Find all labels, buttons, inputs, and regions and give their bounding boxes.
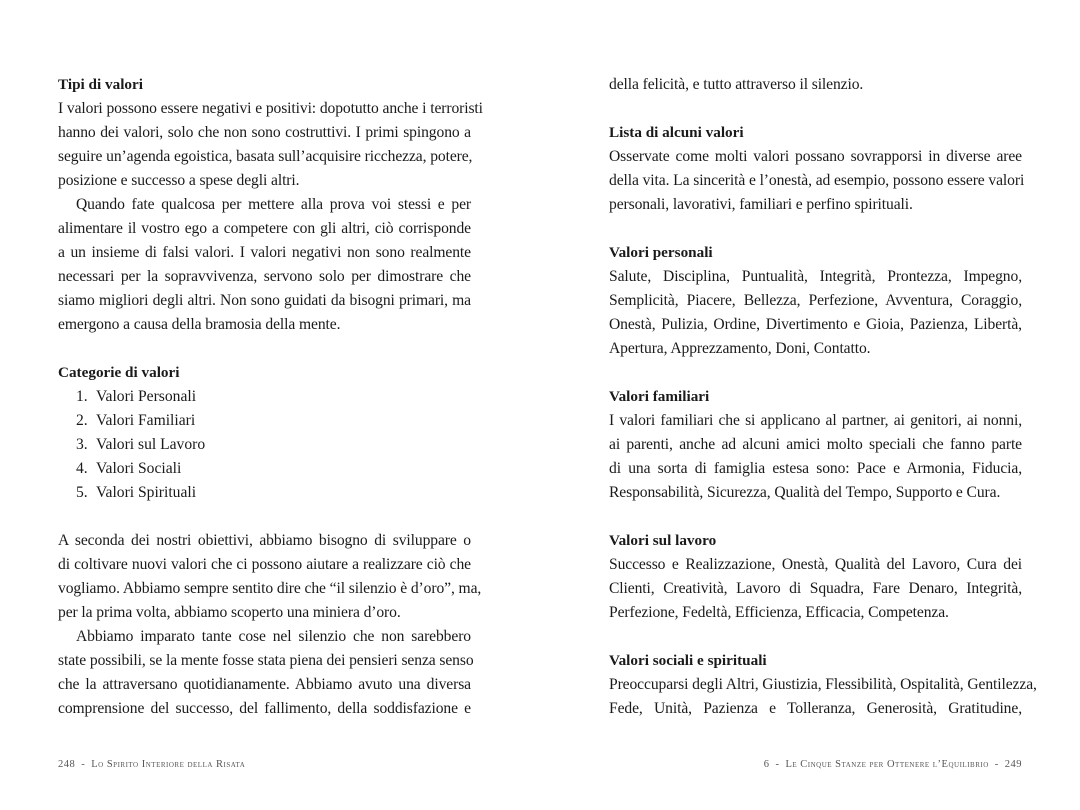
list-number: 3. — [76, 436, 88, 453]
spacer — [609, 505, 1022, 529]
paragraph-line: di una sorta di famiglia estesa sono: Pace e Armonia, Fiducia, — [609, 460, 1022, 477]
right-page-footer — [764, 759, 1022, 770]
book-title: Lo Spirito Interiore della Risata — [91, 759, 246, 770]
paragraph-line: a un insieme di falsi valori. I valori negativi non sono realmente — [58, 244, 471, 261]
paragraph-line: che la attraversano quotidianamente. Abbiamo avuto una diversa — [58, 676, 471, 693]
paragraph-line: vogliamo. Abbiamo sempre sentito dire che “il silenzio è d’oro”, ma, — [58, 580, 482, 597]
footer-separator: - — [81, 759, 86, 770]
paragraph-line: Preoccuparsi degli Altri, Giustizia, Flessibilità, Ospitalità, Gentilezza, — [609, 676, 1037, 693]
paragraph-line: Fede, Unità, Pazienza e Tolleranza, Generosità, Gratitudine, — [609, 700, 1022, 717]
list-item — [58, 433, 471, 457]
list-item — [58, 409, 471, 433]
spacer — [58, 505, 471, 529]
section-heading-sociali: Valori sociali e spirituali — [609, 652, 767, 669]
list-label: Valori Personali — [96, 388, 197, 405]
paragraph-line: Abbiamo imparato tante cose nel silenzio che non sarebbero — [76, 628, 471, 645]
paragraph-line: seguire un’agenda egoistica, basata sull’acquisire ricchezza, potere, — [58, 148, 473, 165]
spacer — [609, 361, 1022, 385]
section-heading-tipi: Tipi di valori — [58, 76, 143, 93]
list-label: Valori Sociali — [96, 460, 182, 477]
list-item — [58, 385, 471, 409]
paragraph-line: Osservate come molti valori possano sovrapporsi in diverse aree — [609, 148, 1022, 165]
paragraph-line: siamo migliori degli altri. Non sono guidati da bisogni primari, ma — [58, 292, 471, 309]
paragraph-line: della felicità, e tutto attraverso il silenzio. — [609, 76, 864, 93]
paragraph-line: Salute, Disciplina, Puntualità, Integrità, Prontezza, Impegno, — [609, 268, 1022, 285]
paragraph-line: per la prima volta, abbiamo scoperto una miniera d’oro. — [58, 604, 401, 621]
left-page-footer — [58, 759, 245, 770]
list-label: Valori sul Lavoro — [96, 436, 206, 453]
paragraph-line: I valori possono essere negativi e positivi: dopotutto anche i terroristi — [58, 100, 483, 117]
paragraph-line: Onestà, Pulizia, Ordine, Divertimento e Gioia, Pazienza, Libertà, — [609, 316, 1022, 333]
list-item — [58, 457, 471, 481]
paragraph-line: Semplicità, Piacere, Bellezza, Perfezione, Avventura, Coraggio, — [609, 292, 1022, 309]
list-number: 2. — [76, 412, 88, 429]
paragraph-line: I valori familiari che si applicano al partner, ai genitori, ai nonni, — [609, 412, 1022, 429]
paragraph-line: alimentare il vostro ego a competere con gli altri, ciò corrisponde — [58, 220, 471, 237]
section-heading-lista: Lista di alcuni valori — [609, 124, 744, 141]
footer-separator: - — [994, 759, 999, 770]
paragraph-line: posizione e successo a spese degli altri. — [58, 172, 300, 189]
list-number: 5. — [76, 484, 88, 501]
section-heading-categorie: Categorie di valori — [58, 364, 180, 381]
paragraph-line: Quando fate qualcosa per mettere alla prova voi stessi e per — [76, 196, 471, 213]
paragraph-line: ai parenti, anche ad alcuni amici molto speciali che fanno parte — [609, 436, 1022, 453]
paragraph-line: hanno dei valori, solo che non sono costruttivi. I primi spingono a — [58, 124, 471, 141]
categories-list — [58, 385, 471, 505]
spacer — [609, 97, 1022, 121]
paragraph-line: emergono a causa della bramosia della mente. — [58, 316, 341, 333]
left-page — [58, 73, 483, 721]
paragraph-line: state possibili, se la mente fosse stata piena dei pensieri senza senso — [58, 652, 474, 669]
section-heading-personali: Valori personali — [609, 244, 713, 261]
chapter-title: Le Cinque Stanze per Ottenere l’Equilibrio — [785, 759, 989, 770]
spacer — [58, 337, 471, 361]
spacer — [609, 625, 1022, 649]
section-heading-familiari: Valori familiari — [609, 388, 710, 405]
chapter-number: 6 — [763, 759, 770, 770]
paragraph-line: Responsabilità, Sicurezza, Qualità del Tempo, Supporto e Cura. — [609, 484, 1001, 501]
paragraph-line: personali, lavorativi, familiari e perfino spirituali. — [609, 196, 913, 213]
paragraph-line: Clienti, Creatività, Lavoro di Squadra, Fare Denaro, Integrità, — [609, 580, 1022, 597]
page-number: 248 — [58, 759, 76, 770]
list-label: Valori Spirituali — [96, 484, 197, 501]
footer-separator: - — [775, 759, 780, 770]
list-item — [58, 481, 471, 505]
paragraph-line: necessari per la sopravvivenza, servono solo per dimostrare che — [58, 268, 471, 285]
spacer — [609, 217, 1022, 241]
right-page — [609, 73, 1037, 721]
paragraph-line: A seconda dei nostri obiettivi, abbiamo bisogno di sviluppare o — [58, 532, 471, 549]
paragraph-line: Perfezione, Fedeltà, Efficienza, Efficacia, Competenza. — [609, 604, 949, 621]
paragraph-line: Apertura, Apprezzamento, Doni, Contatto. — [609, 340, 871, 357]
paragraph-line: Successo e Realizzazione, Onestà, Qualità del Lavoro, Cura dei — [609, 556, 1022, 573]
paragraph-line: della vita. La sincerità e l’onestà, ad esempio, possono essere valori — [609, 172, 1025, 189]
paragraph-line: comprensione del successo, del fallimento, della soddisfazione e — [58, 700, 471, 717]
section-heading-lavoro: Valori sul lavoro — [609, 532, 717, 549]
page-number: 249 — [1004, 759, 1022, 770]
paragraph-line: di coltivare nuovi valori che ci possono aiutare a realizzare ciò che — [58, 556, 471, 573]
list-number: 4. — [76, 460, 88, 477]
list-number: 1. — [76, 388, 88, 405]
list-label: Valori Familiari — [96, 412, 196, 429]
